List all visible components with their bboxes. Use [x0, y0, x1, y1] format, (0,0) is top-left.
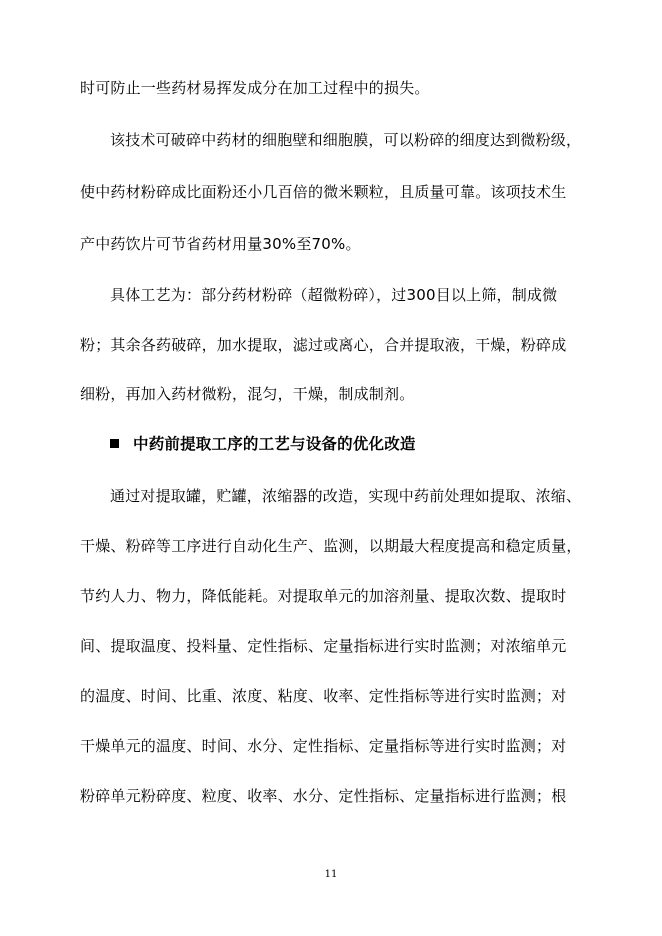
- paragraph-line: 干燥、粉碎等工序进行自动化生产、监测，以期最大程度提高和稳定质量，: [80, 537, 582, 555]
- paragraph-line: 产中药饮片可节省药材用量30%至70%。: [80, 235, 361, 253]
- paragraph-line: 通过对提取罐，贮罐，浓缩器的改造，实现中药前处理如提取、浓缩、: [110, 487, 582, 505]
- section-heading-text: 中药前提取工序的工艺与设备的优化改造: [133, 435, 416, 453]
- paragraph-line: 的温度、时间、比重、浓度、粘度、收率、定性指标等进行实时监测；对: [80, 687, 567, 705]
- page-number: 11: [324, 869, 338, 880]
- paragraph-line: 时可防止一些药材易挥发成分在加工过程中的损失。: [80, 79, 430, 97]
- paragraph-line: 具体工艺为：部分药材粉碎（超微粉碎），过300目以上筛，制成微: [110, 286, 558, 304]
- square-bullet-icon: [110, 439, 119, 448]
- paragraph-line: 节约人力、物力，降低能耗。对提取单元的加溶剂量、提取次数、提取时: [80, 587, 567, 605]
- paragraph-line: 粉碎单元粉碎度、粒度、收率、水分、定性指标、定量指标进行监测；根: [80, 787, 567, 805]
- paragraph-line: 细粉，再加入药材微粉，混匀，干燥，制成制剂。: [80, 385, 415, 403]
- paragraph-line: 粉；其余各药破碎，加水提取，滤过或离心，合并提取液，干燥，粉碎成: [80, 336, 567, 354]
- paragraph-line: 该技术可破碎中药材的细胞壁和细胞膜，可以粉碎的细度达到微粉级，: [110, 131, 582, 149]
- paragraph-line: 干燥单元的温度、时间、水分、定性指标、定量指标等进行实时监测；对: [80, 737, 567, 755]
- paragraph-line: 使中药材粉碎成比面粉还小几百倍的微米颗粒，且质量可靠。该项技术生: [80, 183, 567, 201]
- paragraph-line: 间、提取温度、投料量、定性指标、定量指标进行实时监测；对浓缩单元: [80, 637, 567, 655]
- section-heading: [110, 434, 416, 454]
